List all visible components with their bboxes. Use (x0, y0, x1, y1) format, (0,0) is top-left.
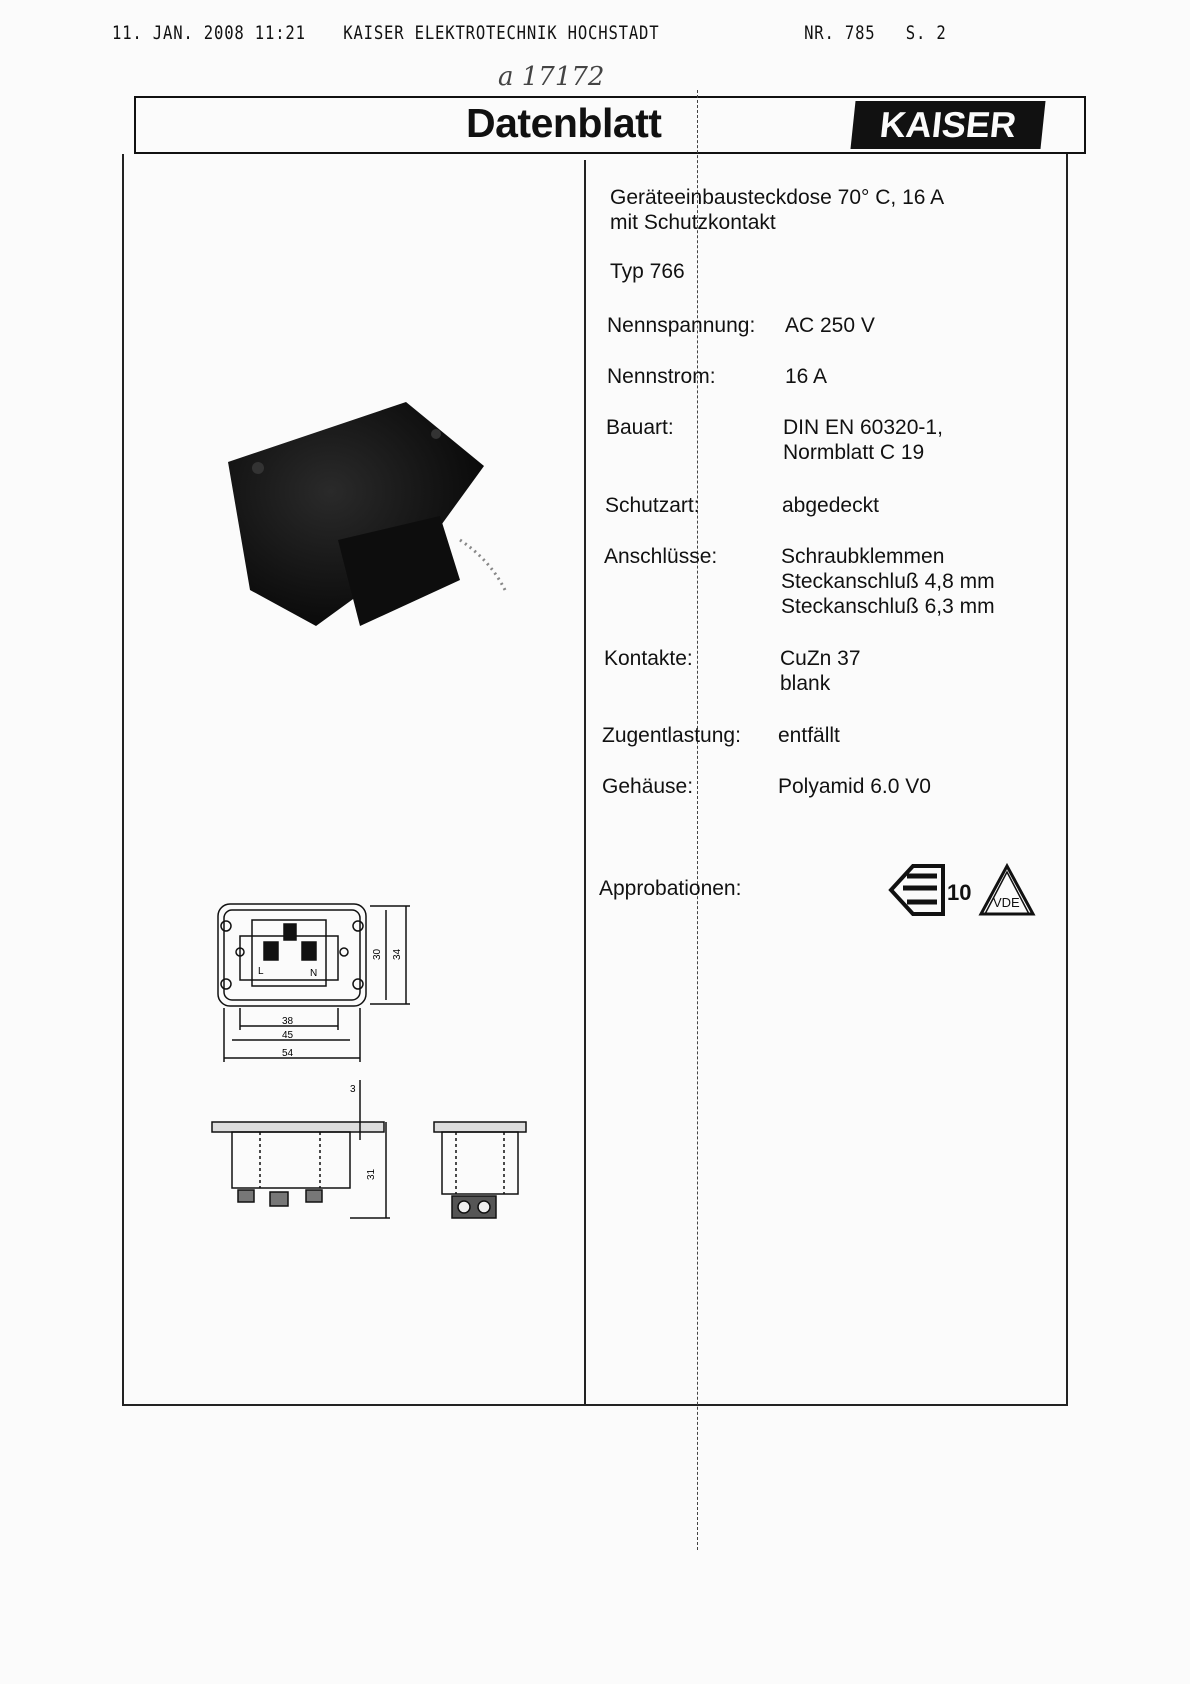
dim-width-inner: 38 (282, 1016, 294, 1027)
dim-depth: 31 (366, 1168, 377, 1180)
spec-label: Anschlüsse: (604, 545, 718, 568)
dim-height-outer: 34 (392, 948, 403, 960)
enec-number: 10 (947, 880, 972, 905)
dim-width-outer: 54 (282, 1048, 294, 1059)
approval-marks (885, 858, 1045, 922)
fold-line (697, 90, 698, 1550)
product-type: Typ 766 (610, 260, 685, 283)
dim-width-mid: 45 (282, 1030, 294, 1041)
spec-label: Nennspannung: (607, 314, 756, 337)
spec-value: Steckanschluß 6,3 mm (781, 595, 995, 618)
spec-value: CuZn 37 (780, 647, 861, 670)
drawing-side-view (210, 1080, 400, 1222)
enec-mark-icon (891, 866, 971, 914)
terminal-l-label: L (258, 966, 264, 977)
spec-value: blank (780, 672, 831, 695)
page-title: Datenblatt (466, 100, 662, 146)
spec-value: abgedeckt (782, 494, 879, 517)
fax-page: S. 2 (905, 22, 947, 44)
spec-value: DIN EN 60320-1, (783, 416, 943, 439)
spec-label: Zugentlastung: (602, 724, 741, 747)
kaiser-logo: KAISER (850, 101, 1045, 149)
spec-value: Schraubklemmen (781, 545, 945, 568)
fax-company: KAISER ELEKTROTECHNIK HOCHSTADT (343, 22, 660, 44)
product-title-line1: Geräteeinbausteckdose 70° C, 16 A (610, 186, 945, 209)
product-title-line2: mit Schutzkontakt (610, 211, 776, 234)
spec-label: Kontakte: (604, 647, 693, 670)
spec-label: Gehäuse: (602, 775, 694, 798)
dim-height-inner: 30 (372, 948, 383, 960)
spec-value: entfällt (778, 724, 840, 747)
vde-mark-text: VDE (993, 895, 1020, 910)
fax-datetime: 11. JAN. 2008 11:21 (112, 22, 306, 44)
vde-mark-icon (981, 866, 1033, 914)
approvals-label: Approbationen: (599, 877, 742, 900)
product-photo (220, 390, 540, 640)
dim-flange: 3 (350, 1084, 356, 1095)
spec-label: Schutzart: (605, 494, 700, 517)
drawing-back-view (432, 1116, 532, 1222)
terminal-n-label: N (310, 968, 318, 979)
spec-value: AC 250 V (785, 314, 875, 337)
spec-value: Polyamid 6.0 V0 (778, 775, 931, 798)
spec-label: Nennstrom: (607, 365, 716, 388)
spec-value: 16 A (785, 365, 828, 388)
column-divider (584, 160, 586, 1404)
handwritten-note: a 17172 (498, 62, 605, 92)
spec-value: Steckanschluß 4,8 mm (781, 570, 995, 593)
product-title (610, 185, 944, 235)
spec-value: Normblatt C 19 (783, 441, 925, 464)
fax-header (112, 22, 947, 52)
fax-number: NR. 785 (804, 22, 876, 44)
drawing-front-view (210, 896, 420, 1066)
spec-label: Bauart: (606, 416, 674, 439)
